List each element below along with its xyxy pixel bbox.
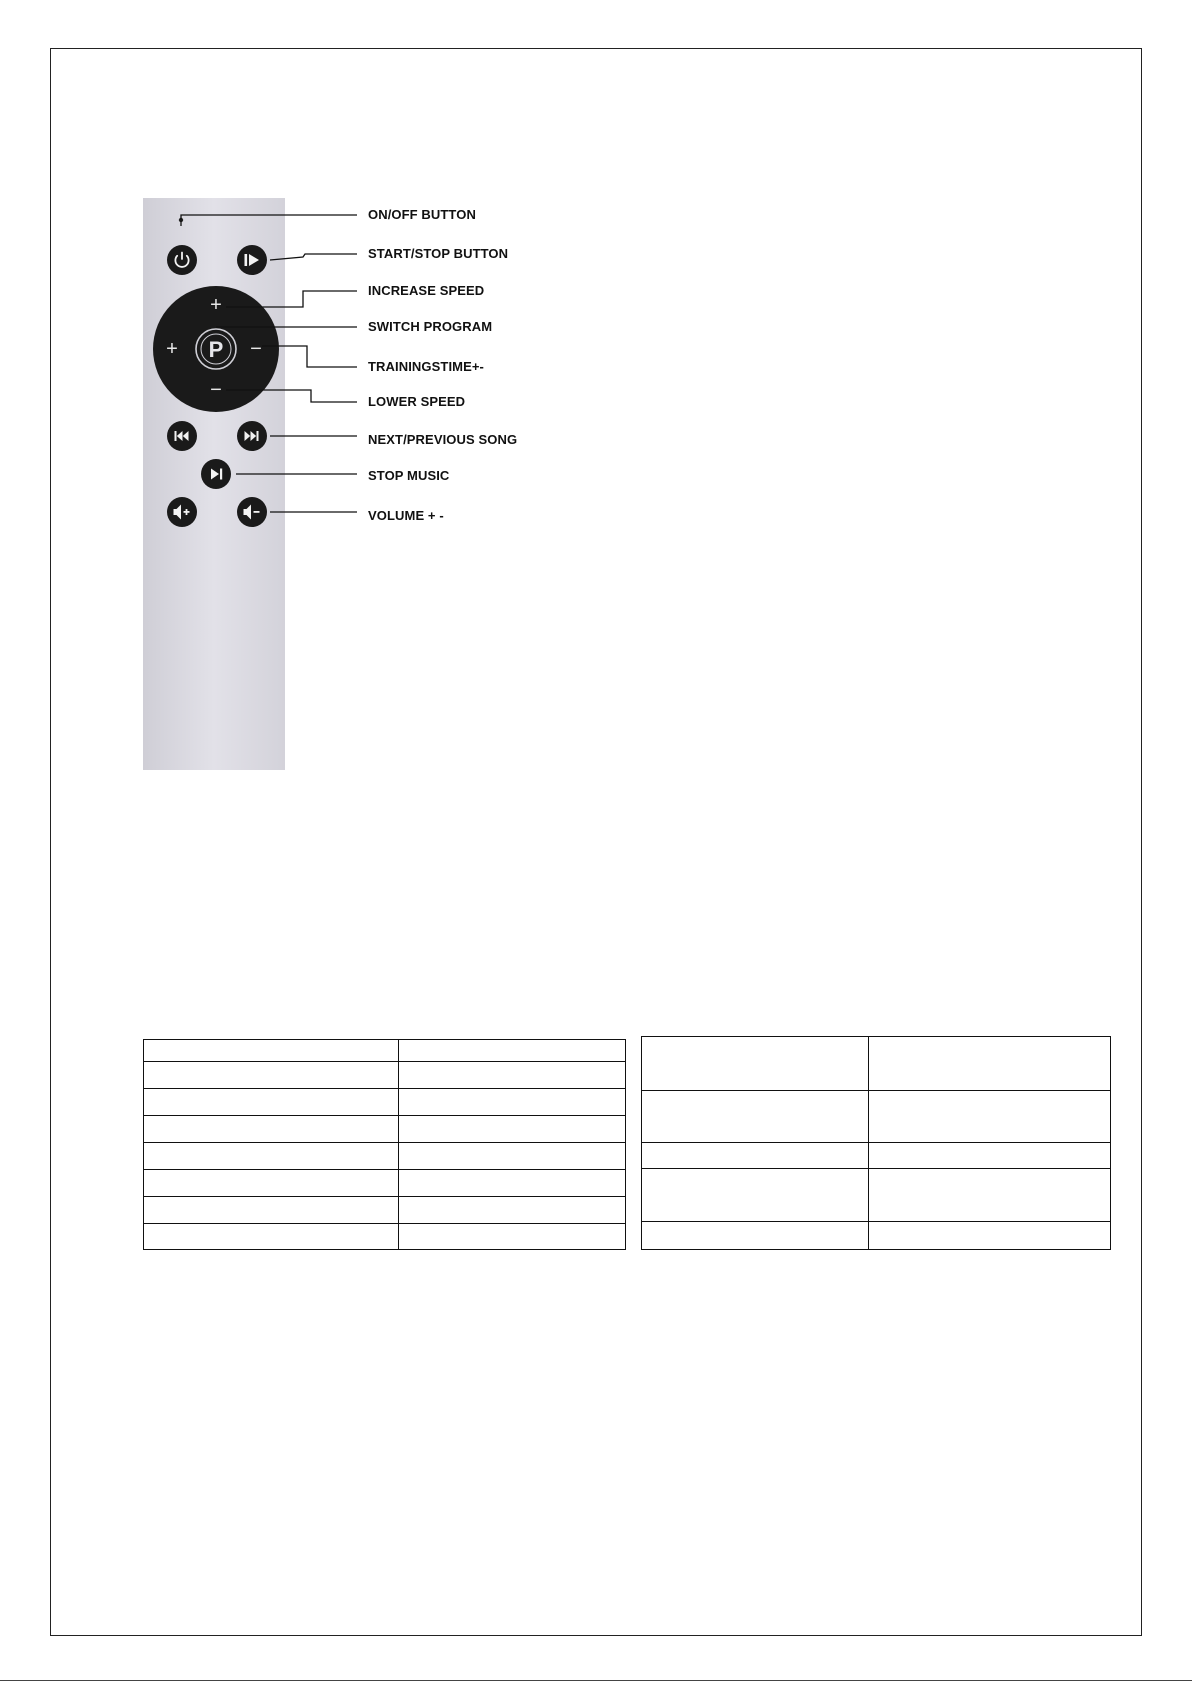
table-cell	[642, 1037, 869, 1091]
table-row	[144, 1143, 626, 1170]
table-cell	[642, 1143, 869, 1169]
table-cell	[399, 1170, 626, 1197]
spec-table-left	[143, 1039, 626, 1250]
table-cell	[399, 1224, 626, 1250]
callout-training-time: TRAININGSTIME+-	[368, 359, 484, 374]
table-cell	[144, 1197, 399, 1224]
table-cell	[399, 1062, 626, 1089]
training-time-plus-key[interactable]: +	[166, 338, 178, 360]
previous-song-button[interactable]	[167, 421, 197, 451]
volume-down-button[interactable]	[237, 497, 267, 527]
lower-speed-key[interactable]: −	[210, 379, 222, 401]
program-p-icon: P	[208, 337, 224, 362]
power-button[interactable]	[167, 245, 197, 275]
callout-switch-program: SWITCH PROGRAM	[368, 319, 493, 334]
callout-lower-speed: LOWER SPEED	[368, 394, 466, 409]
spec-table-right	[641, 1036, 1111, 1250]
table-row	[144, 1224, 626, 1250]
table-row	[144, 1040, 626, 1062]
volume-up-button[interactable]	[167, 497, 197, 527]
remote-illustration	[0, 0, 1192, 800]
callout-volume: VOLUME + -	[368, 508, 444, 523]
callout-start-stop: START/STOP BUTTON	[368, 246, 509, 261]
table-cell	[869, 1037, 1111, 1091]
table-cell	[144, 1170, 399, 1197]
table-cell	[399, 1197, 626, 1224]
table-cell	[144, 1089, 399, 1116]
callout-stop-music: STOP MUSIC	[368, 468, 450, 483]
table-cell	[399, 1040, 626, 1062]
table-row	[642, 1143, 1111, 1169]
table-cell	[869, 1143, 1111, 1169]
start-stop-button[interactable]	[237, 245, 267, 275]
table-cell	[642, 1169, 869, 1222]
table-row	[144, 1089, 626, 1116]
training-time-minus-key[interactable]: −	[250, 338, 262, 360]
table-cell	[642, 1091, 869, 1143]
callout-on-off: ON/OFF BUTTON	[368, 207, 476, 222]
table-row	[642, 1037, 1111, 1091]
next-song-button[interactable]	[237, 421, 267, 451]
table-cell	[869, 1091, 1111, 1143]
table-row	[642, 1091, 1111, 1143]
table-row	[642, 1222, 1111, 1250]
callout-next-previous: NEXT/PREVIOUS SONG	[368, 432, 518, 447]
table-row	[144, 1170, 626, 1197]
increase-speed-key[interactable]: +	[210, 294, 222, 316]
table-cell	[869, 1169, 1111, 1222]
table-cell	[642, 1222, 869, 1250]
table-cell	[144, 1040, 399, 1062]
table-cell	[144, 1062, 399, 1089]
callout-increase-speed: INCREASE SPEED	[368, 283, 485, 298]
table-cell	[144, 1224, 399, 1250]
table-cell	[399, 1116, 626, 1143]
table-row	[642, 1169, 1111, 1222]
table-cell	[144, 1116, 399, 1143]
table-cell	[869, 1222, 1111, 1250]
table-row	[144, 1116, 626, 1143]
bottom-rule	[0, 1680, 1192, 1681]
table-cell	[399, 1089, 626, 1116]
stop-music-button[interactable]	[201, 459, 231, 489]
table-cell	[144, 1143, 399, 1170]
table-row	[144, 1197, 626, 1224]
table-row	[144, 1062, 626, 1089]
table-cell	[399, 1143, 626, 1170]
remote-control-figure	[0, 0, 1192, 800]
